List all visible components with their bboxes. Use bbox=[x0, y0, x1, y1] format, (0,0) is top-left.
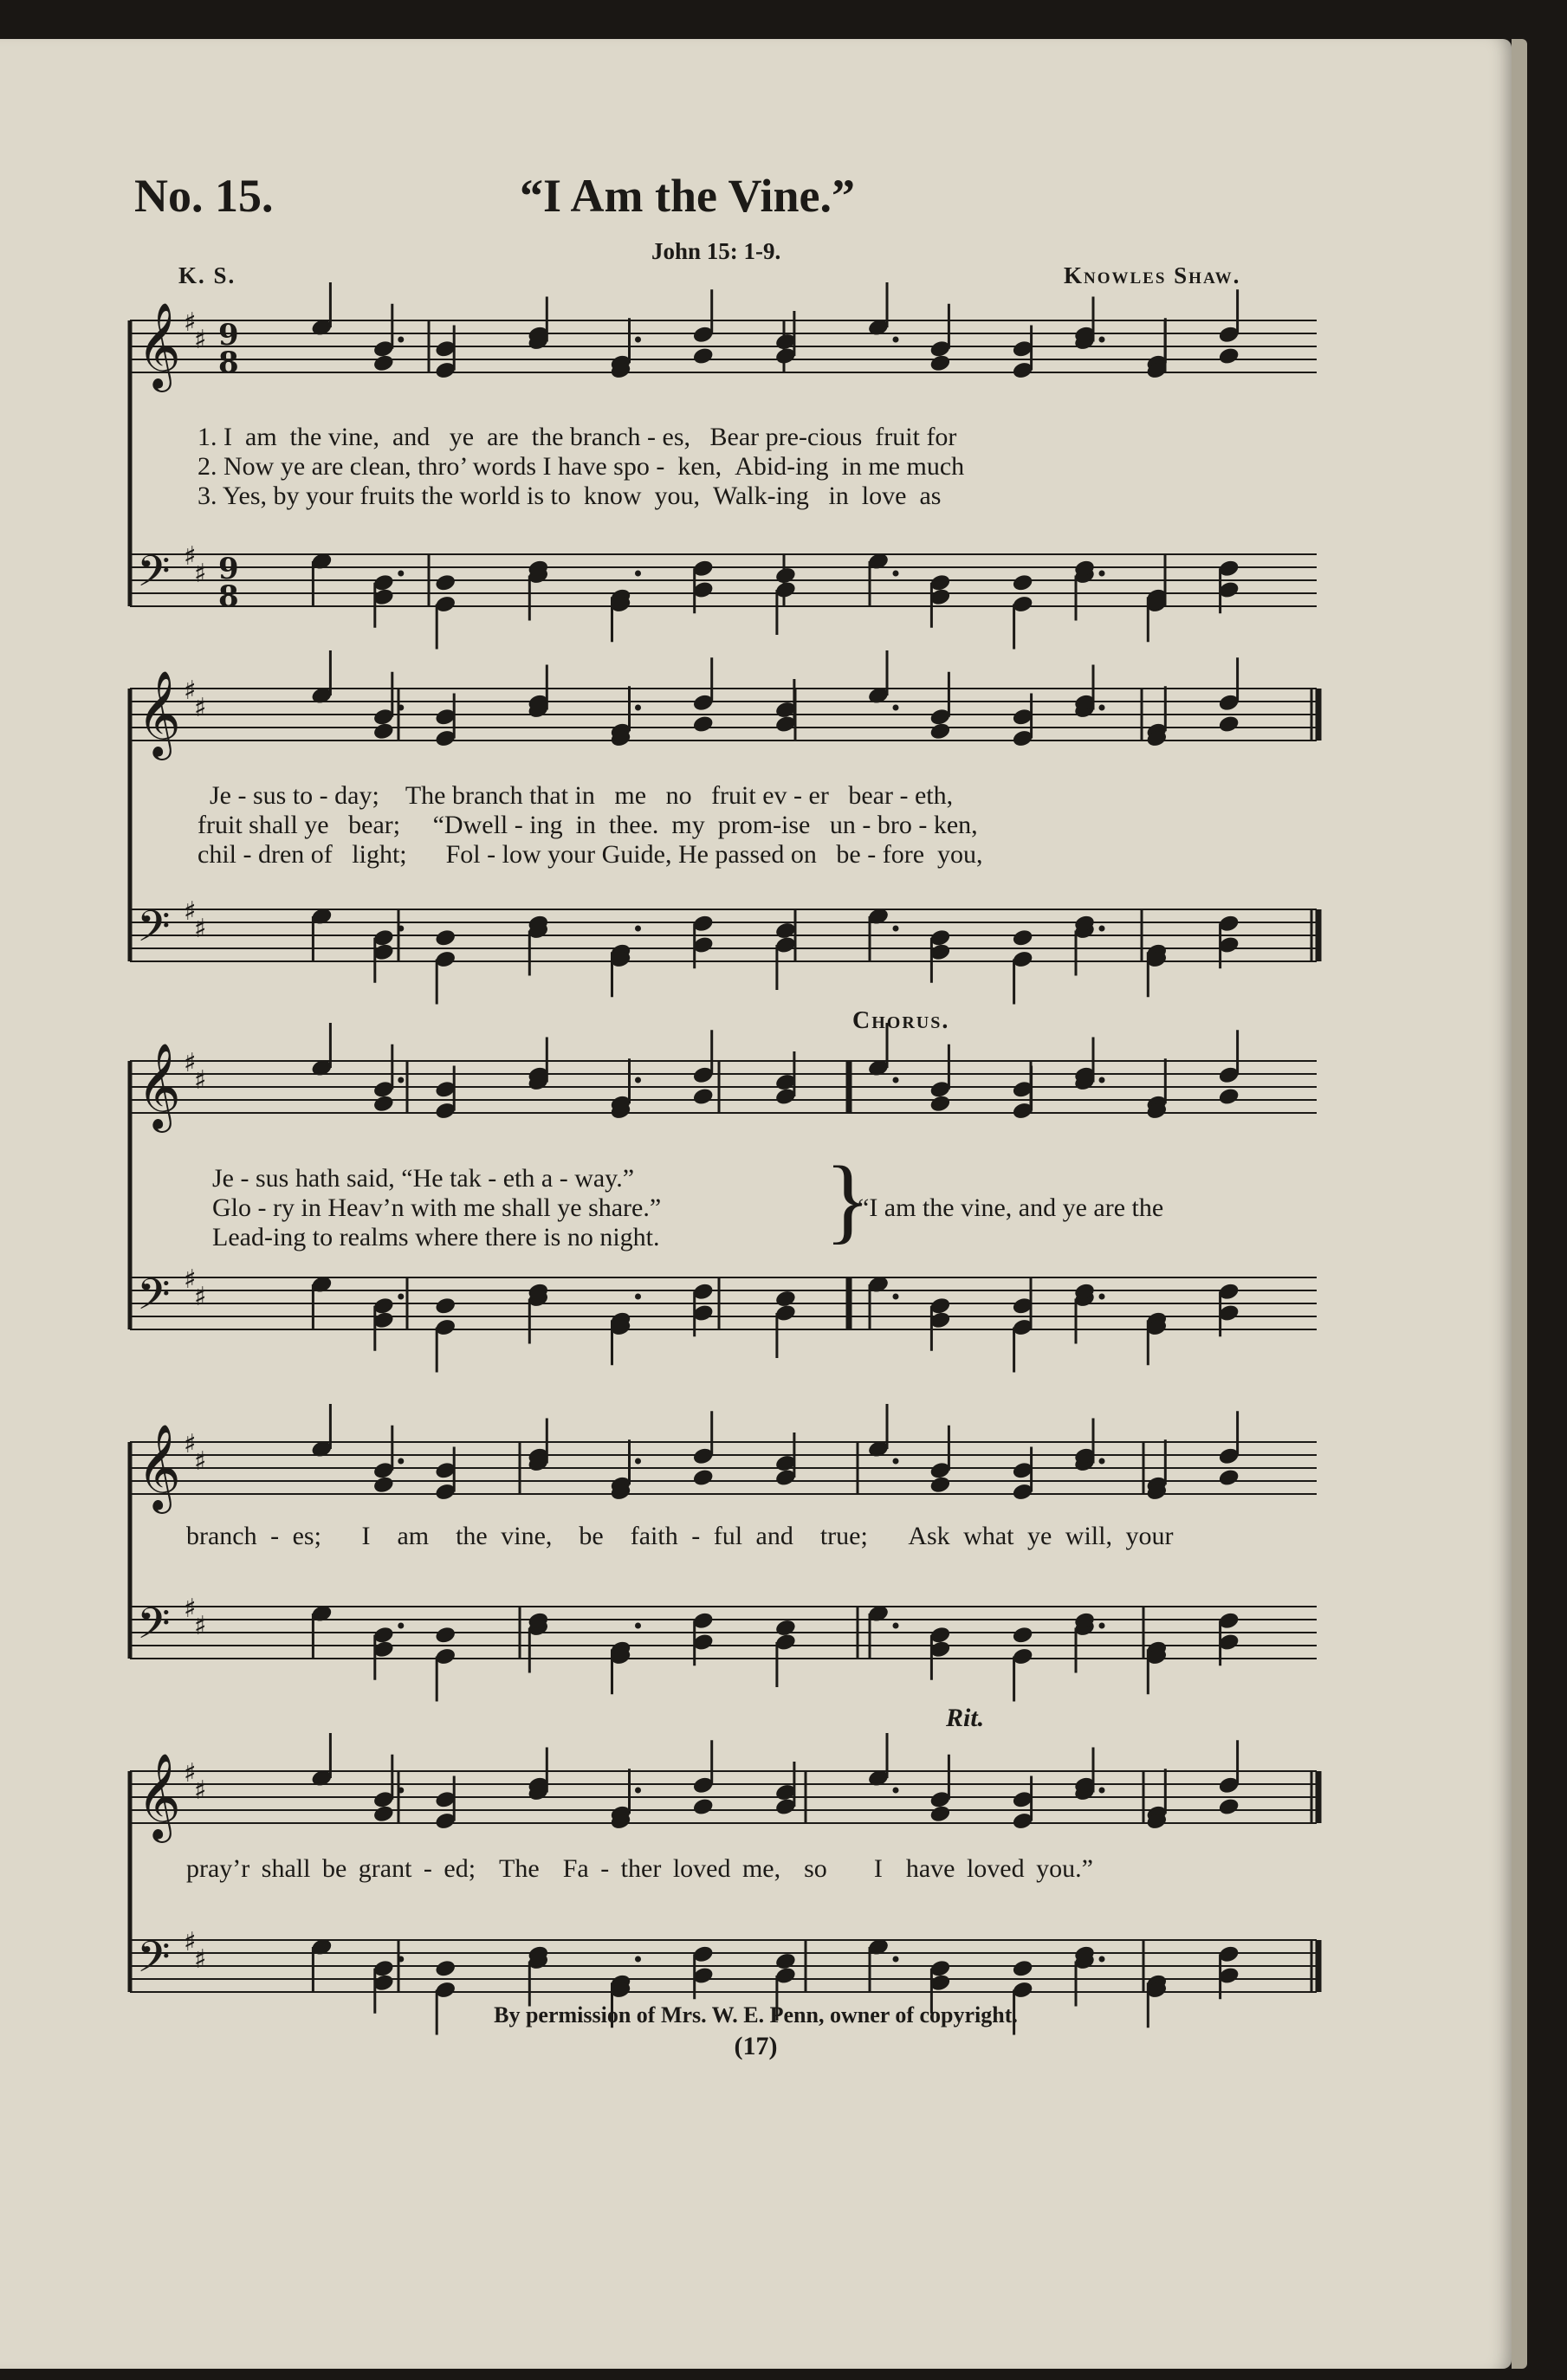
dotted-note-dot bbox=[1099, 926, 1105, 932]
dotted-note-dot bbox=[635, 1623, 641, 1629]
verse-2-line-c: Glo - ry in Heav’n with me shall ye share.” bbox=[212, 1193, 662, 1222]
dotted-note-dot bbox=[1099, 1956, 1105, 1963]
dotted-note-dot bbox=[1099, 1077, 1105, 1083]
key-signature-sharp-icon: ♯ bbox=[194, 1446, 207, 1477]
notehead-icon bbox=[692, 1797, 715, 1817]
dotted-note-dot bbox=[398, 1788, 404, 1794]
dotted-note-dot bbox=[1099, 705, 1105, 711]
dotted-note-dot bbox=[398, 337, 404, 343]
key-signature-sharp-icon: ♯ bbox=[194, 1065, 207, 1096]
dotted-note-dot bbox=[635, 1294, 641, 1300]
dotted-note-dot bbox=[398, 1956, 404, 1963]
key-signature-sharp-icon: ♯ bbox=[184, 541, 197, 572]
lyricist-initials: K. S. bbox=[178, 262, 236, 288]
dotted-note-dot bbox=[635, 571, 641, 577]
treble-clef-icon: 𝄞 bbox=[137, 1753, 181, 1840]
dotted-note-dot bbox=[893, 1956, 899, 1963]
notehead-icon bbox=[372, 1094, 395, 1114]
verse-3-line-c: Lead-ing to realms where there is no night. bbox=[212, 1223, 660, 1251]
notehead-icon bbox=[1012, 928, 1034, 947]
time-signature-numerator: 9 bbox=[218, 318, 239, 352]
verse-1-line-a: 1. I am the vine, and ye are the branch - es, Bear pre-cious fruit for bbox=[197, 423, 957, 451]
notehead-icon bbox=[692, 715, 715, 734]
treble-clef-icon: 𝄞 bbox=[137, 1043, 181, 1129]
verse-1-line-b: Je - sus to - day; The branch that in me no fruit ev - er bear - eth, bbox=[210, 781, 954, 810]
dotted-note-dot bbox=[893, 1623, 899, 1629]
dotted-note-dot bbox=[893, 926, 899, 932]
key-signature-sharp-icon: ♯ bbox=[194, 1611, 207, 1641]
notehead-icon bbox=[1218, 346, 1240, 366]
dotted-note-dot bbox=[1099, 1623, 1105, 1629]
bass-clef-icon: 𝄢 bbox=[137, 1932, 171, 1993]
notehead-icon bbox=[1012, 572, 1034, 592]
dotted-note-dot bbox=[635, 1788, 641, 1794]
time-signature-denominator: 8 bbox=[218, 579, 239, 614]
key-signature-sharp-icon: ♯ bbox=[184, 307, 197, 338]
dotted-note-dot bbox=[893, 1458, 899, 1465]
verse-brace: } bbox=[825, 1147, 871, 1252]
copyright-permission: By permission of Mrs. W. E. Penn, owner of copyright. bbox=[494, 2002, 1018, 2028]
dotted-note-dot bbox=[893, 1788, 899, 1794]
scripture-reference: John 15: 1-9. bbox=[651, 238, 781, 264]
dotted-note-dot bbox=[1099, 337, 1105, 343]
notehead-icon bbox=[692, 1087, 715, 1107]
treble-clef-icon: 𝄞 bbox=[137, 670, 181, 757]
dotted-note-dot bbox=[398, 1458, 404, 1465]
dotted-note-dot bbox=[1099, 1788, 1105, 1794]
dotted-note-dot bbox=[635, 926, 641, 932]
composer-name: Knowles Shaw. bbox=[1064, 262, 1241, 288]
verse-1-line-c: Je - sus hath said, “He tak - eth a - way.” bbox=[212, 1164, 635, 1193]
hymn-title: “I Am the Vine.” bbox=[520, 170, 856, 222]
verse-3-line-a: 3. Yes, by your fruits the world is to know you, Walk-ing in love as bbox=[197, 482, 942, 510]
key-signature-sharp-icon: ♯ bbox=[194, 914, 207, 944]
time-signature-denominator: 8 bbox=[218, 346, 239, 380]
notehead-icon bbox=[434, 1296, 457, 1316]
notehead-icon bbox=[372, 1804, 395, 1824]
notehead-icon bbox=[774, 1289, 797, 1309]
dotted-note-dot bbox=[893, 705, 899, 711]
chorus-line-1: “I am the vine, and ye are the bbox=[858, 1193, 1164, 1222]
key-signature-sharp-icon: ♯ bbox=[194, 325, 207, 355]
dotted-note-dot bbox=[893, 1294, 899, 1300]
notehead-icon bbox=[929, 1094, 951, 1114]
notehead-icon bbox=[1012, 1958, 1034, 1978]
key-signature-sharp-icon: ♯ bbox=[184, 1594, 197, 1624]
notehead-icon bbox=[929, 1475, 951, 1495]
notehead-icon bbox=[929, 721, 951, 741]
dotted-note-dot bbox=[1099, 1294, 1105, 1300]
dotted-note-dot bbox=[398, 571, 404, 577]
dotted-note-dot bbox=[635, 1956, 641, 1963]
treble-clef-icon: 𝄞 bbox=[137, 1424, 181, 1510]
chorus-label: Chorus. bbox=[852, 1007, 950, 1034]
notehead-icon bbox=[434, 1958, 457, 1978]
ritardando-mark: Rit. bbox=[946, 1704, 985, 1732]
dotted-note-dot bbox=[635, 1458, 641, 1465]
dotted-note-dot bbox=[635, 705, 641, 711]
key-signature-sharp-icon: ♯ bbox=[194, 1282, 207, 1312]
notehead-icon bbox=[434, 572, 457, 592]
notehead-icon bbox=[692, 346, 715, 366]
notehead-icon bbox=[1218, 1797, 1240, 1817]
dotted-note-dot bbox=[635, 337, 641, 343]
verse-2-line-a: 2. Now ye are clean, thro’ words I have spo - ken, Abid-ing in me much bbox=[197, 452, 965, 481]
notehead-icon bbox=[1218, 1087, 1240, 1107]
key-signature-sharp-icon: ♯ bbox=[194, 559, 207, 589]
key-signature-sharp-icon: ♯ bbox=[184, 1758, 197, 1788]
dotted-note-dot bbox=[635, 1077, 641, 1083]
key-signature-sharp-icon: ♯ bbox=[184, 896, 197, 927]
key-signature-sharp-icon: ♯ bbox=[194, 1944, 207, 1975]
notehead-icon bbox=[1218, 1468, 1240, 1488]
chorus-line-3: pray’r shall be grant - ed; The Fa - ther loved me, so I have loved you.” bbox=[186, 1854, 1093, 1883]
dotted-note-dot bbox=[1099, 1458, 1105, 1465]
notehead-icon bbox=[929, 353, 951, 373]
dotted-note-dot bbox=[1099, 571, 1105, 577]
key-signature-sharp-icon: ♯ bbox=[184, 1927, 197, 1957]
key-signature-sharp-icon: ♯ bbox=[184, 1429, 197, 1459]
page-edge bbox=[1512, 39, 1527, 2369]
dotted-note-dot bbox=[398, 705, 404, 711]
page-number: (17) bbox=[734, 2032, 778, 2060]
bass-clef-icon: 𝄢 bbox=[137, 546, 171, 607]
chorus-line-2: branch - es; I am the vine, be faith - ful and true; Ask what ye will, your bbox=[186, 1522, 1174, 1550]
notehead-icon bbox=[372, 1475, 395, 1495]
notehead-icon bbox=[774, 921, 797, 941]
dotted-note-dot bbox=[398, 1294, 404, 1300]
key-signature-sharp-icon: ♯ bbox=[184, 1264, 197, 1295]
notehead-icon bbox=[774, 566, 797, 585]
bass-clef-icon: 𝄢 bbox=[137, 1599, 171, 1659]
notehead-icon bbox=[692, 1468, 715, 1488]
bass-clef-icon: 𝄢 bbox=[137, 902, 171, 962]
key-signature-sharp-icon: ♯ bbox=[194, 1775, 207, 1806]
bass-clef-icon: 𝄢 bbox=[137, 1270, 171, 1330]
dotted-note-dot bbox=[398, 1623, 404, 1629]
hymn-number: No. 15. bbox=[134, 170, 274, 222]
notehead-icon bbox=[372, 721, 395, 741]
dotted-note-dot bbox=[893, 1077, 899, 1083]
notehead-icon bbox=[1012, 1625, 1034, 1645]
dotted-note-dot bbox=[893, 571, 899, 577]
verse-2-line-b: fruit shall ye bear; “Dwell - ing in thee. my prom-ise un - bro - ken, bbox=[197, 811, 978, 839]
notehead-icon bbox=[372, 353, 395, 373]
notehead-icon bbox=[434, 1625, 457, 1645]
verse-3-line-b: chil - dren of light; Fol - low your Guide, He passed on be - fore you, bbox=[197, 840, 983, 869]
dotted-note-dot bbox=[398, 926, 404, 932]
dotted-note-dot bbox=[893, 337, 899, 343]
notehead-icon bbox=[434, 928, 457, 947]
key-signature-sharp-icon: ♯ bbox=[184, 1048, 197, 1078]
key-signature-sharp-icon: ♯ bbox=[194, 693, 207, 723]
notehead-icon bbox=[774, 1951, 797, 1971]
notehead-icon bbox=[1218, 715, 1240, 734]
notehead-icon bbox=[774, 1618, 797, 1638]
treble-clef-icon: 𝄞 bbox=[137, 302, 181, 389]
notehead-icon bbox=[929, 1804, 951, 1824]
dotted-note-dot bbox=[398, 1077, 404, 1083]
key-signature-sharp-icon: ♯ bbox=[184, 676, 197, 706]
time-signature-numerator: 9 bbox=[218, 552, 239, 586]
